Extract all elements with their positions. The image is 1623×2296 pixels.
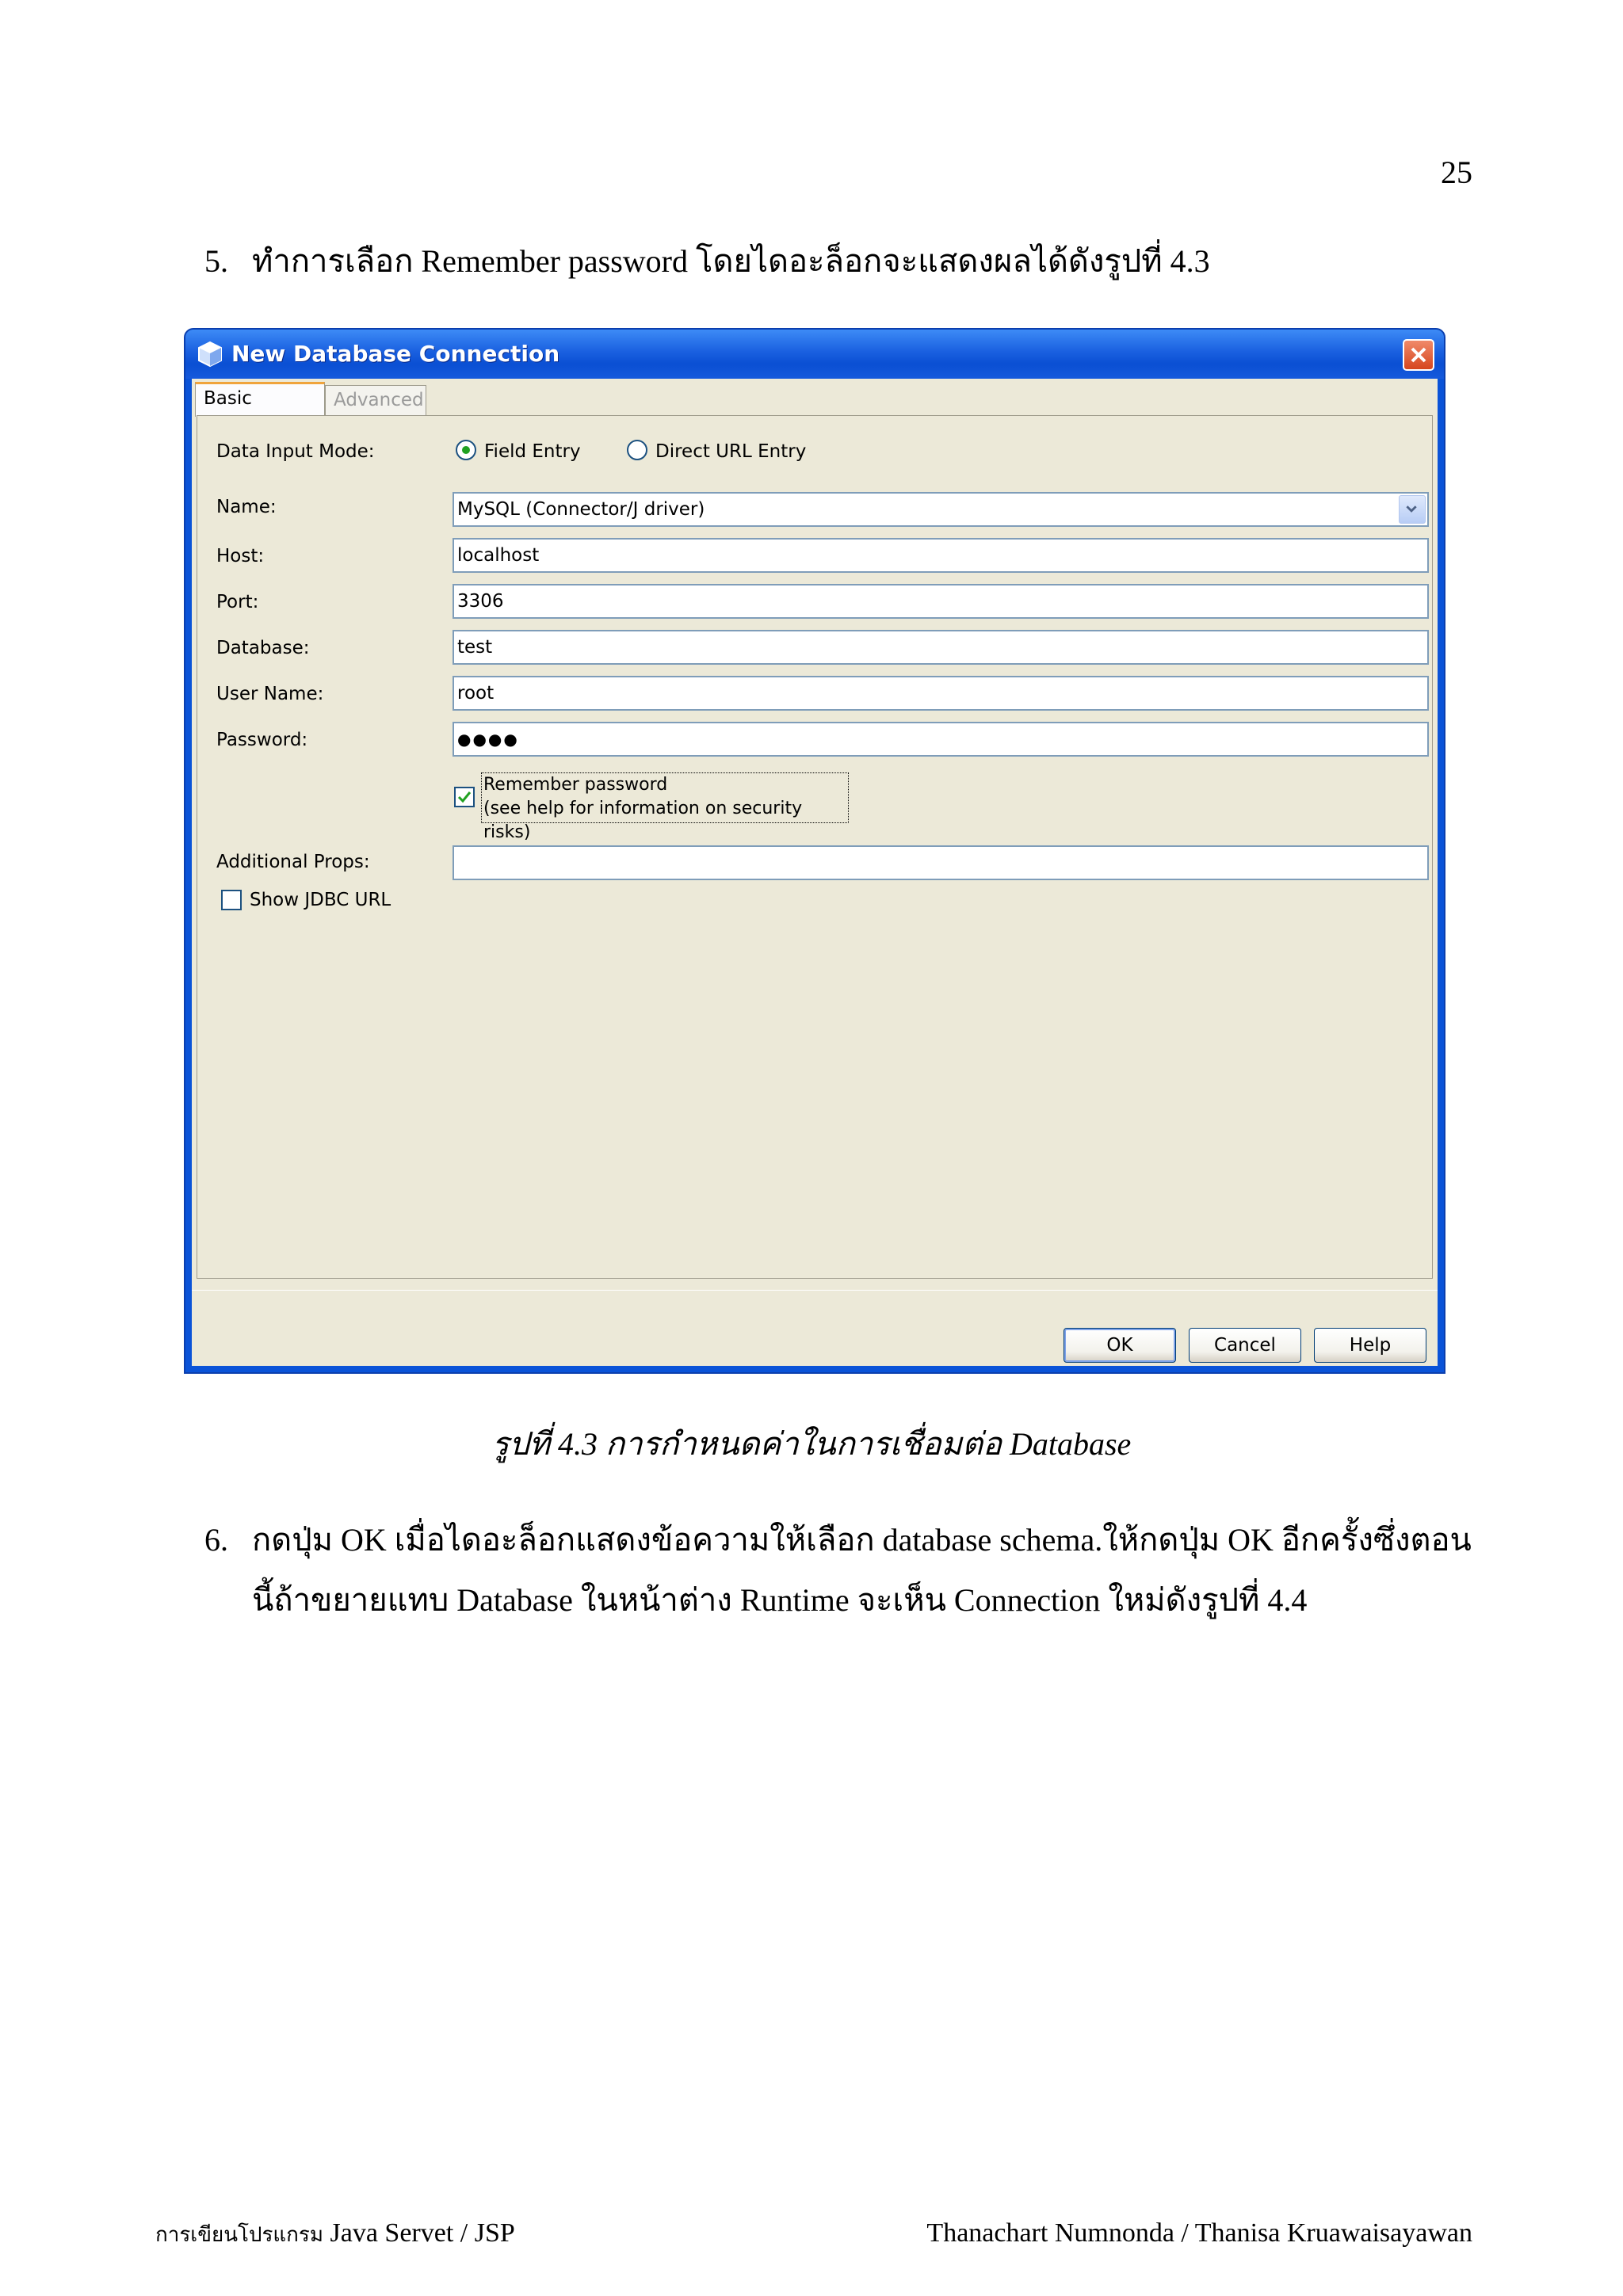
show-jdbc-url-checkbox[interactable] — [221, 890, 242, 910]
database-label: Database: — [216, 638, 310, 658]
step-text: กดปุ่ม OK เมื่อไดอะล็อกแสดงข้อความให้เลือก database schema.ให้กดปุ่ม OK อีกครั้งซึ่งตอนนี้ถ้าขยายแทบ Database ในหน้าต่าง Runtime จะเห็น Connection ใหม่ดังรูปที่ 4.4 — [252, 1522, 1472, 1618]
remember-password-line1: Remember password — [483, 775, 668, 795]
username-label: User Name: — [216, 684, 324, 704]
database-input[interactable]: test — [453, 630, 1429, 665]
name-label: Name: — [216, 497, 277, 517]
additional-props-input[interactable] — [453, 845, 1429, 880]
dropdown-button[interactable] — [1399, 495, 1426, 524]
tab-advanced[interactable]: Advanced — [325, 385, 426, 415]
step-number: 6. — [204, 1522, 228, 1558]
username-input[interactable]: root — [453, 676, 1429, 711]
figure-caption: รูปที่ 4.3 การกำหนดค่าในการเชื่อมต่อ Database — [491, 1426, 1132, 1462]
step-text: ทำการเลือก Remember password โดยไดอะล็อกจะแสดงผลได้ดังรูปที่ 4.3 — [252, 243, 1210, 279]
close-button[interactable] — [1403, 339, 1434, 371]
remember-password-label[interactable] — [481, 772, 849, 842]
cancel-button[interactable]: Cancel — [1189, 1328, 1301, 1363]
dialog-client-area — [192, 379, 1438, 1366]
direct-url-entry-radio[interactable] — [627, 440, 647, 460]
port-input[interactable]: 3306 — [453, 584, 1429, 619]
tab-basic-setting[interactable]: Basic — [195, 382, 325, 417]
radio-selected-dot — [462, 446, 470, 454]
ok-button[interactable]: OK — [1064, 1328, 1176, 1363]
step-6-paragraph — [204, 1510, 1488, 1637]
dialog-title: New Database Connection — [231, 341, 560, 367]
field-entry-label[interactable]: Field Entry — [484, 441, 581, 462]
basic-setting-panel — [197, 415, 1433, 1279]
password-label: Password: — [216, 730, 308, 750]
show-jdbc-url-label[interactable]: Show JDBC URL — [250, 890, 391, 910]
step-5-paragraph — [204, 231, 1488, 292]
new-database-connection-dialog — [184, 328, 1445, 1374]
remember-password-line2: (see help for information on security risks) — [483, 799, 803, 842]
footer-left-title: Java Servet / JSP — [330, 2218, 515, 2248]
remember-password-checkbox[interactable] — [454, 787, 475, 807]
chevron-down-icon — [1400, 496, 1425, 523]
additional-props-label: Additional Props: — [216, 852, 370, 872]
data-input-mode-label: Data Input Mode: — [216, 441, 375, 462]
page-number: 25 — [1441, 154, 1472, 190]
password-input[interactable]: ●●●● — [453, 722, 1429, 757]
help-button[interactable]: Help — [1314, 1328, 1426, 1363]
checkmark-icon — [456, 788, 473, 806]
button-area-divider — [192, 1290, 1438, 1291]
direct-url-entry-label[interactable]: Direct URL Entry — [655, 441, 807, 462]
host-label: Host: — [216, 546, 265, 566]
field-entry-radio[interactable] — [456, 440, 476, 460]
database-cube-icon — [197, 341, 223, 368]
host-input[interactable]: localhost — [453, 538, 1429, 573]
close-icon — [1404, 341, 1433, 369]
port-label: Port: — [216, 592, 259, 612]
name-select[interactable] — [453, 492, 1429, 527]
title-bar[interactable] — [185, 330, 1444, 379]
footer-left — [155, 2218, 515, 2251]
name-select-value: MySQL (Connector/J driver) — [457, 499, 705, 520]
step-number: 5. — [204, 243, 228, 279]
footer-right: Thanachart Numnonda / Thanisa Kruawaisayawan — [926, 2218, 1472, 2248]
footer-left-small: การเขียนโปรแกรม — [155, 2223, 324, 2246]
